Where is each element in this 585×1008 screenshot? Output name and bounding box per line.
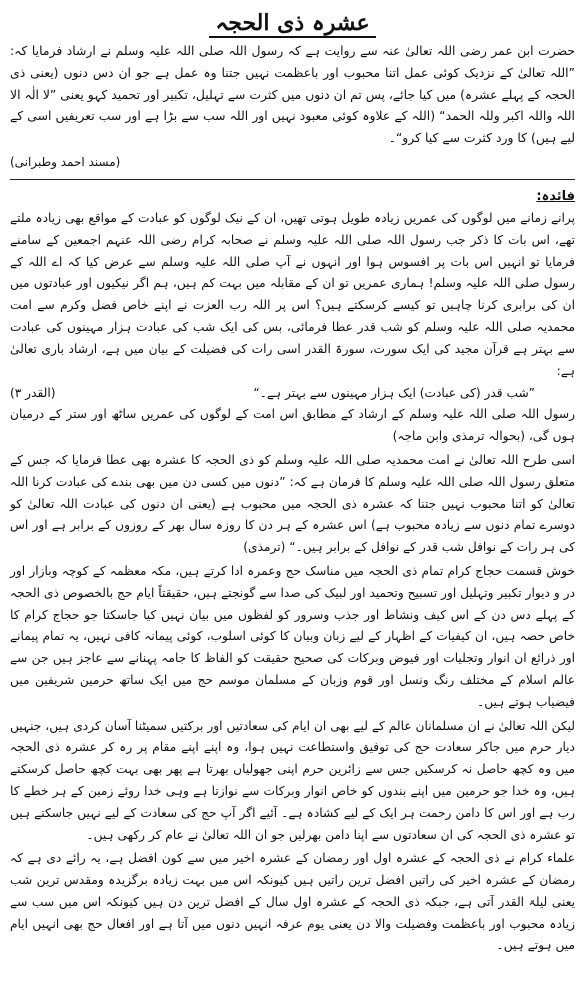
section-divider — [10, 179, 575, 180]
body-paragraph: پرانے زمانے میں لوگوں کی عمریں زیادہ طویل ہوتی تھیں، ان کے نیک لوگوں کو عبادت کے مواقع بھی زیادہ ملتے تھے، اس بات کا ذکر جب رسول اللہ صلی اللہ علیہ وسلم نے صحابہ کرام رضی اللہ عنہم اجمعین کے سامنے فرمایا تو انہیں اس بات پر افسوس ہوا اور انہوں نے آپ صلی اللہ علیہ وسلم سے عرض کیا کہ اے اللہ کے رسول صلی اللہ علیہ وسلم! ہماری عمریں تو ان کے مقابلہ میں بہت کم ہیں، ہم اگر نیکیوں اور عبادتوں میں ان کی برابری کرنا چاہیں تو کیسے کرسکتے ہیں؟ اس پر اللہ رب العزت نے اپنے خاص فضل وکرم سے امت محمدیہ صلی اللہ علیہ وسلم کو شب قدر عطا فرمائی، بس کی ایک شب کی عبادت ہزار مہینوں کی عبادت سے بہتر ہے قرآن مجید کی ایک سورت، سورۃ القدر اسی رات کی فضیلت کے بیان میں ہے، ارشاد باری تعالیٰ ہے: — [10, 210, 575, 378]
body-paragraph: اسی طرح اللہ تعالیٰ نے امت محمدیہ صلی اللہ علیہ وسلم کو ذی الحجہ کا عشرہ بھی عطا فرمایا کہ جس کے متعلق رسول اللہ صلی اللہ علیہ وسلم کا فرمان ہے کہ: ”دنوں میں کسی دن میں بھی بندے کی عبادت کرنا اللہ تعالیٰ کو اتنا محبوب نہیں جتنا کہ عشرہ ذی الحجہ میں محبوب ہے (یعنی ان دنوں کی عبادت اللہ تعالیٰ کو دوسرے تمام دنوں سے زیادہ محبوب ہے) اس عشرہ کے ہر دن کا روزہ سال بھر کے روزوں کے برابر ہے اور اس کی ہر رات کے نوافل شب قدر کے نوافل کے برابر ہیں۔“ (ترمذی) — [10, 452, 575, 555]
quran-quote — [10, 382, 575, 404]
quote-reference: (القدر ۳) — [10, 386, 56, 401]
page-title-text: عشرہ ذی الحجہ — [209, 10, 375, 38]
page-title — [10, 8, 575, 38]
faida-heading: فائدہ: — [536, 188, 575, 204]
hadith-paragraph: حضرت ابن عمر رضی اللہ تعالیٰ عنہ سے روایت ہے کہ رسول اللہ صلی اللہ علیہ وسلم نے ارشاد فرمایا کہ: ”اللہ تعالیٰ کے نزدیک کوئی عمل اتنا محبوب اور باعظمت نہیں جتنا وہ عمل ہے جو ان دس دنوں (یعنی ذی الحجہ کے پہلے عشرہ) میں کیا جائے، پس تم ان دنوں میں کثرت سے تہلیل، تکبیر اور تحمید کہو یعنی ”لا الٰہ الا اللہ واللہ اکبر وللہ الحمد“ (اللہ کے علاوہ کوئی معبود نہیں اور اللہ سب سے بڑا ہے اور سب تعریفیں اسی کے لیے ہیں) کا ورد کثرت سے کیا کرو“۔ — [10, 43, 575, 146]
hadith-source: (مسند احمد وطبرانی) — [10, 154, 121, 169]
body-paragraph: لیکن اللہ تعالیٰ نے ان مسلمانان عالم کے لیے بھی ان ایام کی سعادتیں اور برکتیں سمیٹنا آسان کردی ہیں، جنہیں دیار حرم میں جاکر سعادت حج کی توفیق واستطاعت نہیں ہوا، وہ اپنے اپنے مقام پر رہ کر عشرہ ذی الحجہ میں وہ کچھ حاصل نہ کرسکیں جس سے زائرین حرم اپنی جھولیاں بھرتا ہے پھر بھی بہت کچھ حاصل کرسکتے ہیں، وہ خدا جو حرمین میں اپنے بندوں کو خاص انوار وبرکات سے نوازتا ہے وہی خدا روئے زمین کے ہر خطے کا رب ہے اور اس کا دامن رحمت ہر ایک کے لیے کشادہ ہے۔ آئیے اگر آپ حج کی سعادت کے لیے نہیں جاسکتے ہیں تو عشرہ ذی الحجہ کی ان سعادتوں سے اپنا دامن بھرلیں جو ان اللہ تعالیٰ نے عام کر رکھی ہیں۔ — [10, 718, 575, 842]
body-paragraph: علماء کرام نے ذی الحجہ کے عشرہ اول اور رمضان کے عشرہ اخیر میں سے کون افضل ہے، یہ رائے دی ہے کہ رمضان کے عشرہ اخیر کی راتیں افضل ترین راتیں ہیں کیونکہ اس میں بہت زیادہ برگزیدہ ومقدس ترین شب یعنی لیلۃ القدر آتی ہے، جبکہ ذی الحجہ کے عشرہ اول سال کے افضل ترین دن ہیں کیونکہ اس میں سب سے زیادہ محبوب اور باعظمت وفضیلت والا دن یعنی یوم عرفہ انہیں دنوں میں آتا ہے اور افعال حج بھی انہیں ایام میں ہوتے ہیں۔ — [10, 851, 575, 953]
quote-text: ”شب قدر (کی عبادت) ایک ہزار مہینوں سے بہتر ہے۔“ — [253, 386, 535, 401]
body-paragraph: خوش قسمت حجاج کرام تمام ذی الحجہ میں مناسک حج وعمرہ ادا کرتے ہیں، مکہ معظمہ کے کوچہ وبازار اور در و دیوار تکبیر وتہلیل اور تسبیح وتحمید اور لبیک کی صدا سے گونجتے ہیں، حقیقتاً ایام حج بالخصوص ذی الحجہ کے پہلے دس دن کے اس کیف ونشاط اور جذب وسرور کو لفظوں میں بیان نہیں کیا جاسکتا جو حجاج کرام کا خاص حصہ ہیں، ان کیفیات کے اظہار کے لیے زبان وبیان کا کوئی اسلوب، کوئی پیمانہ کافی نہیں، یہ تمام پیمانے اور ذرائع ان انوار وتجلیات اور فیوض وبرکات کی صحیح حقیقت کو الفاظ کا جامہ پہنانے سے عاجز ہیں جن سے عالم اسلام کے مختلف رنگ ونسل اور قوم وزبان کے مسلمان موسم حج میں ایک ساتھ حرمین شریفین میں فیضیاب ہوتے ہیں۔ — [10, 563, 575, 709]
body-paragraph: رسول اللہ صلی اللہ علیہ وسلم کے ارشاد کے مطابق اس امت کے لوگوں کی عمریں ساٹھ اور ستر کے درمیان ہوں گی، (بحوالہ ترمذی وابن ماجہ) — [10, 407, 575, 444]
